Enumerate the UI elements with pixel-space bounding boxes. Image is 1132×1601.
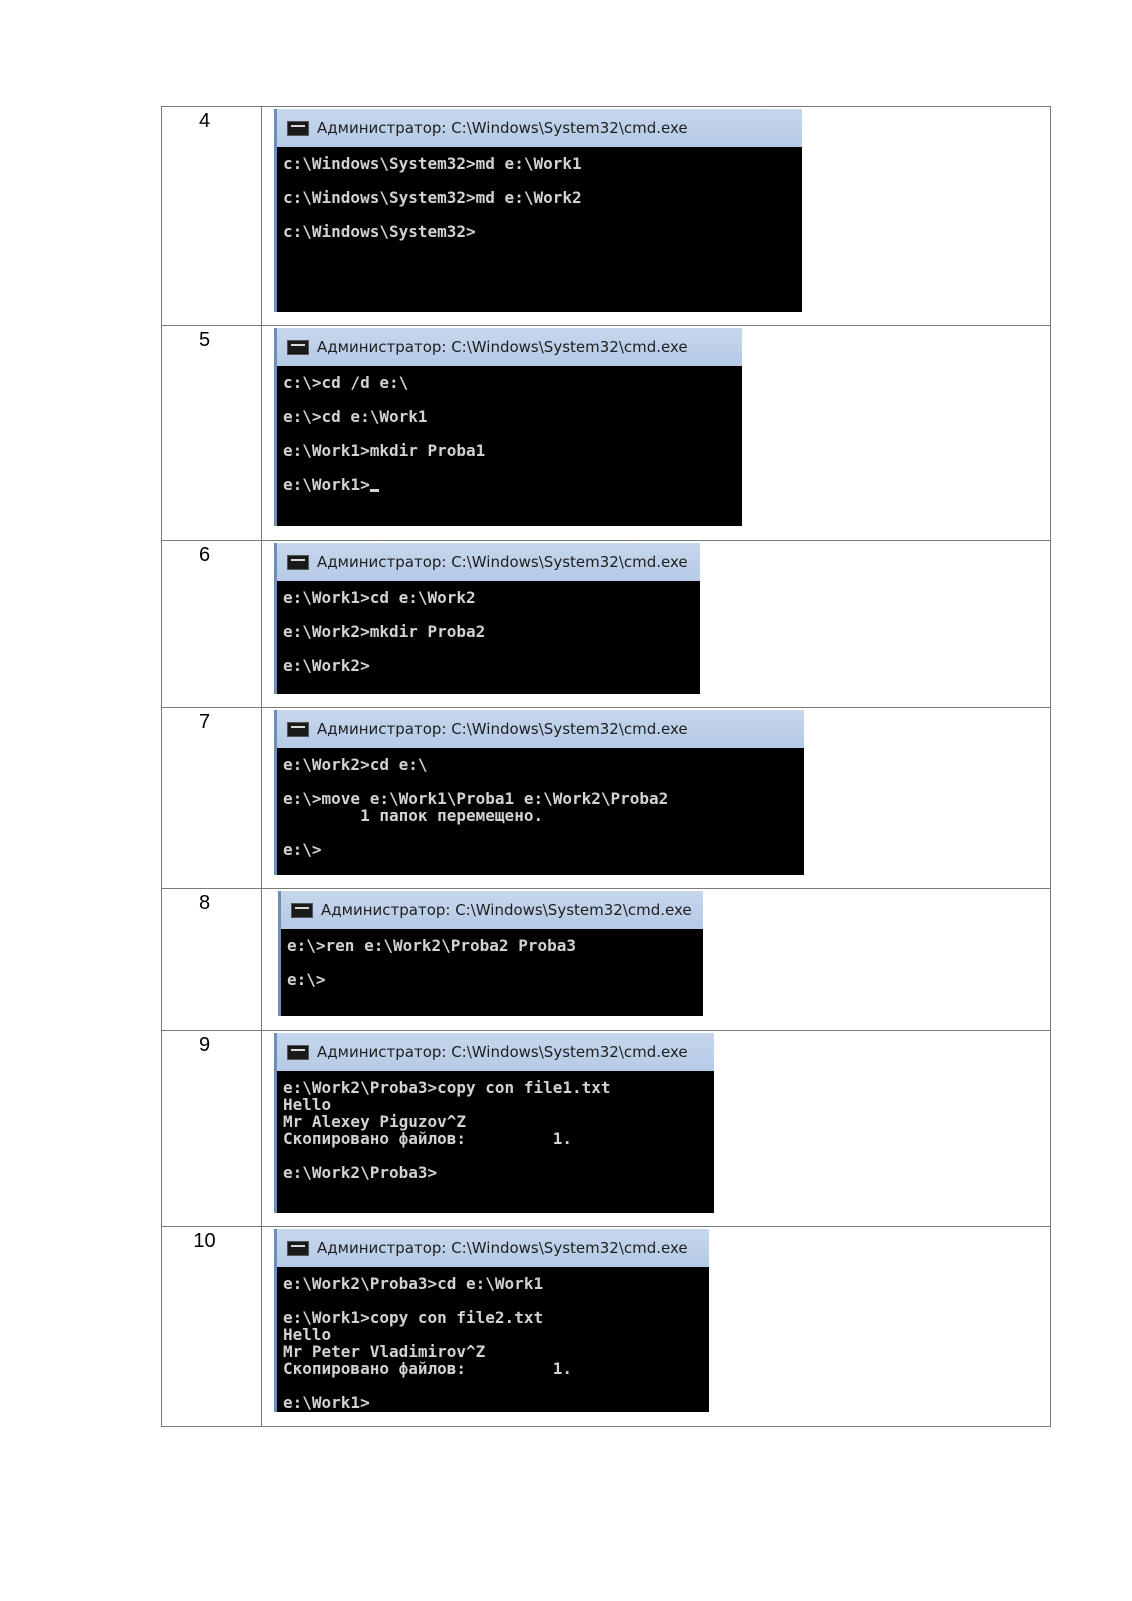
console-icon xyxy=(287,121,309,136)
table-row xyxy=(162,1031,1051,1227)
window-titlebar xyxy=(281,891,703,929)
console-output xyxy=(281,929,703,994)
window-titlebar xyxy=(277,328,742,366)
window-titlebar xyxy=(277,109,802,147)
console-prompt: e:\Work1> xyxy=(283,475,370,494)
window-titlebar xyxy=(277,1229,709,1267)
row-number: 10 xyxy=(193,1230,216,1252)
console-icon xyxy=(287,1045,309,1060)
row-number-cell xyxy=(162,326,262,541)
screenshot-cell xyxy=(262,326,1051,541)
console-icon xyxy=(291,903,313,918)
console-output xyxy=(277,581,700,680)
console-line: e:\Work1>cd e:\Work2 xyxy=(283,588,476,607)
table-row xyxy=(162,107,1051,326)
row-number: 4 xyxy=(198,110,211,132)
console-icon xyxy=(287,340,309,355)
cmd-window xyxy=(274,328,742,526)
console-line: Mr Peter Vladimirov^Z xyxy=(283,1342,486,1361)
console-line: e:\Work2\Proba3>copy con file1.txt xyxy=(283,1078,611,1097)
row-number: 7 xyxy=(198,711,211,733)
console-line: e:\Work2\Proba3> xyxy=(283,1163,438,1182)
console-line: e:\Work2> xyxy=(283,656,370,675)
cmd-window xyxy=(274,543,700,694)
screenshot-cell xyxy=(262,541,1051,708)
console-line: e:\Work2>cd e:\ xyxy=(283,755,428,774)
window-titlebar xyxy=(277,1033,714,1071)
console-line xyxy=(283,476,742,493)
window-titlebar xyxy=(277,543,700,581)
console-line: e:\Work2\Proba3>cd e:\Work1 xyxy=(283,1274,544,1293)
row-number-cell xyxy=(162,1031,262,1227)
cmd-window xyxy=(274,109,802,312)
row-number: 9 xyxy=(198,1034,211,1056)
console-line: Hello xyxy=(283,1095,332,1114)
console-line: c:\>cd /d e:\ xyxy=(283,373,409,392)
window-title: Администратор: C:\Windows\System32\cmd.exe xyxy=(317,338,688,356)
console-line: Скопировано файлов: 1. xyxy=(283,1129,572,1148)
table-row xyxy=(162,1227,1051,1427)
cmd-window xyxy=(274,1229,709,1412)
window-title: Администратор: C:\Windows\System32\cmd.exe xyxy=(321,901,692,919)
console-output xyxy=(277,748,804,864)
console-line: e:\>move e:\Work1\Proba1 e:\Work2\Proba2 xyxy=(283,789,669,808)
console-line: 1 папок перемещено. xyxy=(283,806,544,825)
row-number: 8 xyxy=(198,892,211,914)
console-line: e:\Work1> xyxy=(283,1393,370,1412)
console-line: Mr Alexey Piguzov^Z xyxy=(283,1112,467,1131)
table-row xyxy=(162,541,1051,708)
row-number-cell xyxy=(162,1227,262,1427)
screenshot-cell xyxy=(262,1227,1051,1427)
screenshot-cell xyxy=(262,107,1051,326)
row-number-cell xyxy=(162,889,262,1031)
screenshot-cell xyxy=(262,708,1051,889)
window-titlebar xyxy=(277,710,804,748)
console-icon xyxy=(287,1241,309,1256)
console-line: c:\Windows\System32>md e:\Work2 xyxy=(283,188,582,207)
console-line: c:\Windows\System32> xyxy=(283,222,476,241)
console-line: e:\>cd e:\Work1 xyxy=(283,407,428,426)
console-line: c:\Windows\System32>md e:\Work1 xyxy=(283,154,582,173)
console-icon xyxy=(287,722,309,737)
console-line: Скопировано файлов: 1. xyxy=(283,1359,572,1378)
window-title: Администратор: C:\Windows\System32\cmd.exe xyxy=(317,119,688,137)
window-title: Администратор: C:\Windows\System32\cmd.exe xyxy=(317,1239,688,1257)
cursor-icon xyxy=(370,489,379,492)
cmd-window xyxy=(274,710,804,875)
row-number-cell xyxy=(162,107,262,326)
window-title: Администратор: C:\Windows\System32\cmd.exe xyxy=(317,1043,688,1061)
console-line: e:\> xyxy=(287,970,326,989)
console-line: e:\Work1>copy con file2.txt xyxy=(283,1308,544,1327)
row-number: 5 xyxy=(198,329,211,351)
console-line: e:\Work2>mkdir Proba2 xyxy=(283,622,486,641)
screenshot-cell xyxy=(262,889,1051,1031)
window-title: Администратор: C:\Windows\System32\cmd.exe xyxy=(317,720,688,738)
screenshot-cell xyxy=(262,1031,1051,1227)
console-output xyxy=(277,147,802,246)
console-line: e:\Work1>mkdir Proba1 xyxy=(283,441,486,460)
console-output xyxy=(277,1071,714,1187)
row-number-cell xyxy=(162,708,262,889)
console-line: e:\> xyxy=(283,840,322,859)
row-number: 6 xyxy=(198,544,211,566)
console-output xyxy=(277,1267,709,1417)
window-title: Администратор: C:\Windows\System32\cmd.exe xyxy=(317,553,688,571)
console-line: Hello xyxy=(283,1325,332,1344)
cmd-window xyxy=(278,891,703,1016)
commands-table xyxy=(161,106,1051,1427)
table-row xyxy=(162,708,1051,889)
row-number-cell xyxy=(162,541,262,708)
console-icon xyxy=(287,555,309,570)
console-output xyxy=(277,366,742,499)
cmd-window xyxy=(274,1033,714,1213)
table-row xyxy=(162,326,1051,541)
console-line: e:\>ren e:\Work2\Proba2 Proba3 xyxy=(287,936,576,955)
table-row xyxy=(162,889,1051,1031)
